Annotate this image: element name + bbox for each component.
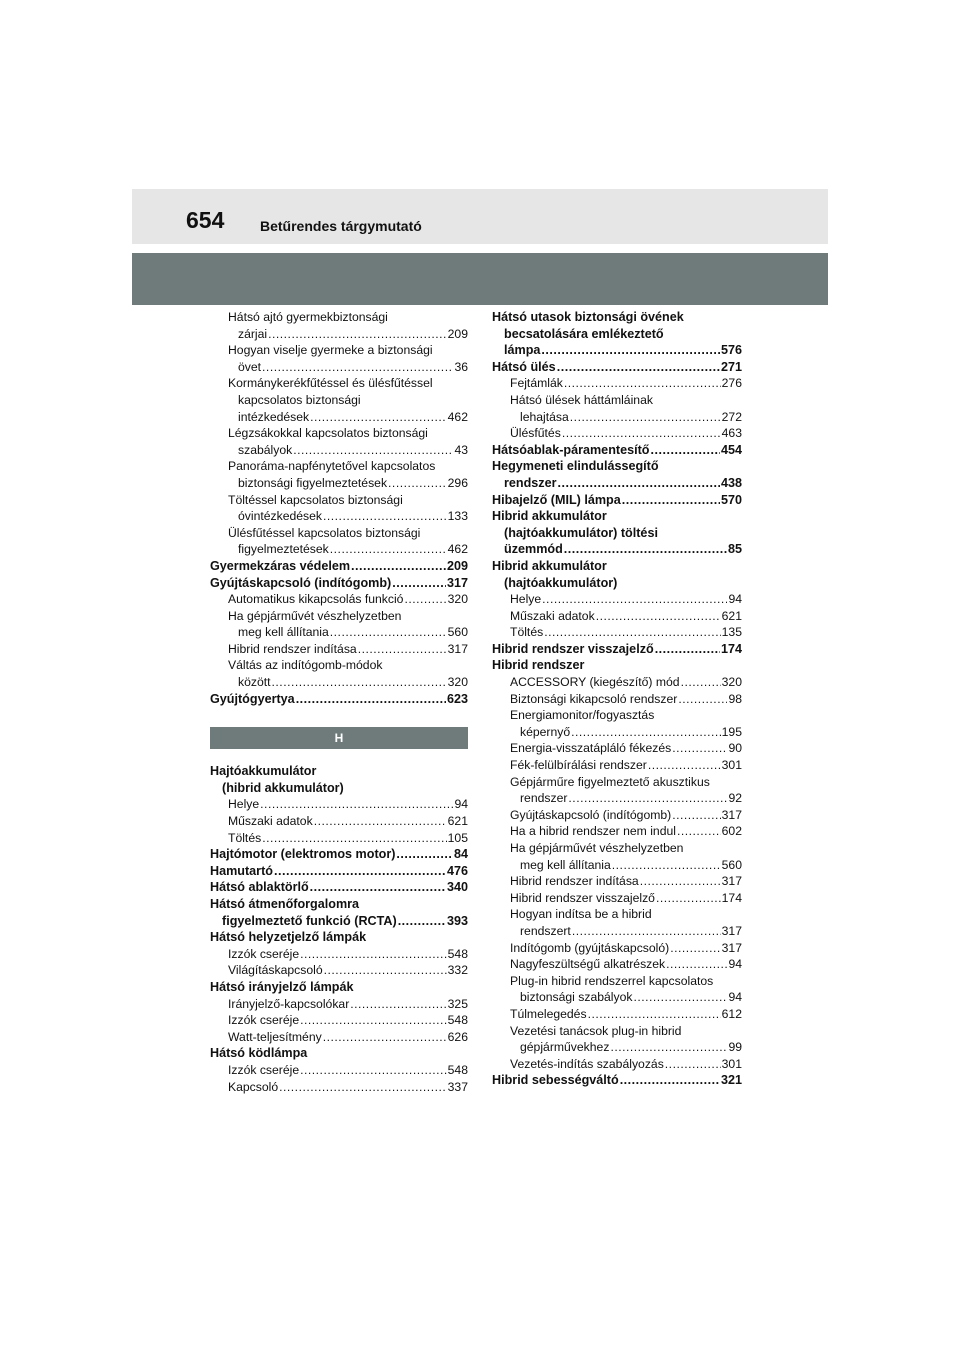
page-reference: 174 [720,641,742,656]
index-entry [210,575,468,592]
page-reference: 320 [447,675,468,690]
entry-text: biztonsági szabályok [520,990,633,1005]
entry-text: Hátsó ülések háttámláinak [510,392,653,407]
dot-leader [588,1006,721,1023]
page-reference: 454 [720,442,742,457]
page-reference: 43 [454,442,468,457]
dot-leader [564,541,727,558]
page-reference: 135 [721,625,742,640]
entry-text: Ha gépjárművét vészhelyzetben [510,841,684,855]
entry-text: Váltás az indítógomb-módok [228,658,383,673]
dot-leader [330,541,447,558]
entry-text: figyelmeztetések [238,542,329,557]
page-reference: 621 [721,608,742,623]
entry-text: Ülésfűtés [510,426,561,441]
entry-text: Vezetési tanácsok plug-in hibrid [510,1023,682,1038]
index-subentry [210,425,468,458]
index-subentry [210,591,468,608]
entry-text: Hibrid rendszer visszajelző [510,890,655,905]
entry-text: Hamutartó [210,863,273,878]
entry-text: (hajtóakkumulátor) [504,575,618,590]
dot-leader [596,608,721,625]
dot-leader [610,1039,727,1056]
index-subentry [210,375,468,425]
dot-leader [324,962,447,979]
entry-text: Hegymeneti elindulássegítő [492,459,659,474]
entry-text: Gépjárműre figyelmeztető akusztikus [510,774,710,789]
page-reference: 195 [721,724,742,739]
entry-text: Plug-in hibrid rendszerrel kapcsolatos [510,973,714,988]
index-entry [210,863,468,880]
dot-leader [678,691,727,708]
entry-text: Kapcsoló [228,1079,279,1094]
dot-leader [314,813,447,830]
dot-leader [330,624,447,641]
index-subentry [492,840,742,873]
entry-text: Hibrid rendszer [492,658,585,673]
entry-text: Fejtámlák [510,376,563,391]
entry-text: Hajtóakkumulátor [210,764,317,779]
index-subentry [492,425,742,442]
dot-leader [296,691,446,708]
entry-text: óvintézkedések [238,509,323,524]
entry-text: Műszaki adatok [228,814,313,829]
index-subentry [210,1012,468,1029]
entry-text: Hátsó helyzetjelző lámpák [210,930,367,945]
entry-text: intézkedések [238,409,310,424]
page-reference: 276 [721,376,742,391]
page-reference: 320 [447,592,468,607]
page-reference: 548 [447,1013,468,1028]
section-bar [132,253,828,305]
entry-text: Világításkapcsoló [228,963,323,978]
page-reference: 560 [721,857,742,872]
entry-text: (hajtóakkumulátor) töltési [504,525,658,540]
page-reference: 209 [446,558,468,573]
dot-leader [358,641,447,658]
dot-leader [542,591,727,608]
entry-text: Túlmelegedés [510,1006,587,1021]
entry-text: rendszer [520,791,568,806]
dot-leader [274,863,446,880]
entry-text: Légzsákokkal kapcsolatos biztonsági [228,426,428,441]
entry-text: Indítógomb (gyújtáskapcsoló) [510,940,670,955]
index-entry [210,1045,468,1062]
entry-text: övet [238,359,262,374]
page-reference: 85 [727,542,742,557]
index-subentry [210,1079,468,1096]
dot-leader [350,996,446,1013]
entry-text: Hátsó ablaktörlő [210,880,309,895]
dot-leader [633,989,727,1006]
index-entry [210,879,468,896]
dot-leader [272,674,447,691]
index-entry [210,896,468,929]
entry-text: becsatolására emlékeztető [504,326,664,341]
dot-leader [388,475,447,492]
index-entry [492,359,742,376]
entry-text: Gyújtáskapcsoló (indítógomb) [210,575,392,590]
dot-leader [622,492,720,509]
entry-text: Hajtómotor (elektromos motor) [210,847,396,862]
page-reference: 548 [447,1062,468,1077]
page-reference: 296 [447,475,468,490]
index-subentry [492,906,742,939]
entry-text: Hogyan viselje gyermeke a biztonsági [228,343,433,358]
index-entry [492,1072,742,1089]
index-subentry [492,691,742,708]
index-subentry [492,807,742,824]
index-subentry [492,1006,742,1023]
page-reference: 271 [720,359,742,374]
dot-leader [648,757,721,774]
entry-text: Hibrid rendszer visszajelző [492,641,654,656]
page-reference: 320 [721,675,742,690]
dot-leader [670,940,720,957]
page-reference: 548 [447,946,468,961]
entry-text: Hátsó ajtó gyermekbiztonsági [228,310,388,324]
index-column-right [492,309,742,1089]
index-subentry [210,525,468,558]
index-subentry [492,608,742,625]
dot-leader [640,873,721,890]
page-reference: 94 [728,957,742,972]
index-subentry [492,774,742,807]
entry-text: Hibrid akkumulátor [492,509,607,524]
index-subentry [210,309,468,342]
entry-text: Helye [510,592,542,607]
dot-leader [562,425,721,442]
entry-text: Hibajelző (MIL) lámpa [492,492,621,507]
index-subentry [492,956,742,973]
dot-leader [262,830,446,847]
entry-text: Töltés [510,625,544,640]
page-reference: 133 [447,509,468,524]
page-reference: 105 [447,830,468,845]
page-reference: 317 [446,575,468,590]
entry-text: Nagyfeszültségű alkatrészek [510,957,666,972]
page-reference: 174 [721,890,742,905]
index-entry [492,558,742,591]
dot-leader [398,913,446,930]
dot-leader [571,724,721,741]
entry-text: Hátsó ülés [492,359,556,374]
entry-text: Hibrid rendszer indítása [510,874,639,889]
index-entry [210,846,468,863]
dot-leader [665,1056,721,1073]
page-reference: 462 [447,409,468,424]
entry-text: Irányjelző-kapcsolókar [228,996,350,1011]
index-subentry [492,707,742,740]
index-entry [210,691,468,708]
page-reference: 623 [446,691,468,706]
index-subentry [492,823,742,840]
index-entry [210,558,468,575]
page-reference: 393 [446,913,468,928]
page-reference: 317 [721,923,742,938]
page-reference: 36 [454,359,468,374]
page-reference: 463 [721,426,742,441]
entry-text: között [238,675,271,690]
dot-leader [672,740,727,757]
entry-text: Vezetés-indítás szabályozás [510,1056,664,1071]
page-reference: 90 [728,741,742,756]
entry-text: Hátsó átmenőforgalomra [210,897,360,911]
index-entry [210,763,468,796]
dot-leader [568,790,727,807]
dot-leader [620,1072,720,1089]
entry-text: lehajtása [520,409,569,424]
header-band [132,189,828,244]
dot-leader [310,409,447,426]
index-subentry [492,757,742,774]
page-reference: 94 [454,797,468,812]
entry-text: Helye [228,797,260,812]
dot-leader [260,796,453,813]
entry-text: Ha gépjárművét vészhelyzetben [228,608,402,623]
index-subentry [492,973,742,1006]
index-subentry [492,392,742,425]
index-subentry [492,1023,742,1056]
dot-leader [570,409,721,426]
entry-text: Hibrid sebességváltó [492,1073,619,1088]
page-reference: 272 [721,409,742,424]
entry-text: szabályok [238,442,293,457]
letter-section-header: H [210,727,468,749]
dot-leader [572,923,721,940]
entry-text: figyelmeztető funkció (RCTA) [222,913,397,928]
entry-text: Energia-visszatápláló fékezés [510,741,672,756]
index-entry [492,458,742,491]
dot-leader [557,359,720,376]
entry-text: Töltés [228,830,262,845]
dot-leader [392,575,446,592]
index-subentry [210,962,468,979]
index-subentry [210,996,468,1013]
entry-text: ACCESSORY (kiegészítő) mód [510,675,680,690]
entry-text: Biztonsági kikapcsoló rendszer [510,691,678,706]
index-subentry [492,740,742,757]
entry-text: Töltéssel kapcsolatos biztonsági [228,492,403,507]
dot-leader [262,359,453,376]
index-subentry [210,813,468,830]
entry-text: kapcsolatos biztonsági [238,392,361,407]
index-subentry [210,1029,468,1046]
index-subentry [492,674,742,691]
entry-text: Kormánykerékfűtéssel és ülésfűtéssel [228,376,433,391]
index-subentry [492,375,742,392]
index-column-left [210,309,468,1095]
page-reference: 317 [721,807,742,822]
entry-text: Hátsó ködlámpa [210,1046,308,1061]
page-reference: 301 [721,1056,742,1071]
entry-text: rendszer [504,475,557,490]
index-entry [492,657,742,674]
index-subentry [492,890,742,907]
index-entry [492,492,742,509]
dot-leader [323,508,447,525]
page-reference: 602 [721,824,742,839]
dot-leader [404,591,446,608]
entry-text: Ülésfűtéssel kapcsolatos biztonsági [228,525,421,540]
page-reference: 560 [447,625,468,640]
index-subentry [210,342,468,375]
index-entry [492,508,742,558]
dot-leader [541,342,720,359]
page-reference: 621 [447,814,468,829]
entry-text: meg kell állítania [238,625,329,640]
page-reference: 94 [728,990,742,1005]
page-reference: 476 [446,863,468,878]
entry-text: Hibrid akkumulátor [492,558,607,573]
entry-text: Izzók cseréje [228,1013,300,1028]
dot-leader [396,846,453,863]
entry-text: Izzók cseréje [228,1062,300,1077]
page-reference: 317 [447,641,468,656]
entry-text: Panoráma-napfénytetővel kapcsolatos [228,459,436,474]
dot-leader [672,807,720,824]
dot-leader [681,674,721,691]
index-subentry [210,796,468,813]
dot-leader [351,558,446,575]
dot-leader [650,442,720,459]
index-subentry [210,492,468,525]
page-title: Betűrendes tárgymutató [260,218,422,234]
entry-text: meg kell állítania [520,857,611,872]
entry-text: zárjai [238,326,268,341]
index-subentry [492,940,742,957]
dot-leader [544,624,720,641]
index-entry [492,309,742,359]
page-reference: 301 [721,758,742,773]
page-reference: 576 [720,343,742,358]
dot-leader [677,823,721,840]
entry-text: Watt-teljesítmény [228,1029,322,1044]
entry-text: Gyermekzáras védelem [210,558,351,573]
entry-text: Műszaki adatok [510,608,595,623]
entry-text: Hátsóablak-páramentesítő [492,442,650,457]
index-subentry [210,946,468,963]
index-entry [492,641,742,658]
index-subentry [492,624,742,641]
index-subentry [210,830,468,847]
page-reference: 337 [447,1079,468,1094]
entry-text: Fék-felülbírálási rendszer [510,758,647,773]
entry-text: Automatikus kikapcsolás funkció [228,592,404,607]
entry-text: képernyő [520,724,571,739]
page-reference: 626 [447,1029,468,1044]
entry-text: Hátsó utasok biztonsági övének [492,310,684,324]
dot-leader [300,1012,447,1029]
entry-text: lámpa [504,343,541,358]
entry-text: Hibrid rendszer indítása [228,641,357,656]
index-subentry [210,608,468,641]
page-reference: 325 [447,996,468,1011]
dot-leader [323,1029,447,1046]
entry-text: Gyújtáskapcsoló (indítógomb) [510,807,672,822]
page-reference: 92 [728,791,742,806]
entry-text: üzemmód [504,542,563,557]
dot-leader [612,857,721,874]
index-subentry [210,641,468,658]
index-entry [492,442,742,459]
dot-leader [300,1062,447,1079]
index-subentry [210,1062,468,1079]
page-reference: 84 [453,847,468,862]
entry-text: Hátsó irányjelző lámpák [210,979,354,994]
dot-leader [300,946,447,963]
page-reference: 209 [447,326,468,341]
index-subentry [210,657,468,690]
entry-text: Ha a hibrid rendszer nem indul [510,824,676,839]
page-reference: 612 [721,1006,742,1021]
page-reference: 317 [721,874,742,889]
page-reference: 332 [447,963,468,978]
page-reference: 317 [721,940,742,955]
page-reference: 340 [446,880,468,895]
dot-leader [558,475,720,492]
dot-leader [279,1079,447,1096]
page-reference: 99 [728,1040,742,1055]
index-subentry [492,591,742,608]
entry-text: (hibrid akkumulátor) [222,780,344,795]
page-reference: 462 [447,542,468,557]
dot-leader [655,641,720,658]
entry-text: Hogyan indítsa be a hibrid [510,907,652,922]
dot-leader [656,890,721,907]
entry-text: rendszert [520,923,571,938]
entry-text: Energiamonitor/fogyasztás [510,708,655,723]
index-subentry [492,1056,742,1073]
dot-leader [268,326,447,343]
entry-text: Izzók cseréje [228,946,300,961]
dot-leader [310,879,446,896]
dot-leader [293,442,453,459]
page-reference: 570 [720,492,742,507]
page-reference: 438 [720,475,742,490]
entry-text: Gyújtógyertya [210,691,295,706]
page-reference: 98 [728,691,742,706]
index-subentry [492,873,742,890]
entry-text: biztonsági figyelmeztetések [238,475,388,490]
dot-leader [666,956,727,973]
page-reference: 321 [720,1073,742,1088]
index-entry [210,979,468,996]
dot-leader [564,375,721,392]
index-subentry [210,458,468,491]
index-entry [210,929,468,946]
page-reference: 94 [728,592,742,607]
page-number: 654 [186,207,225,233]
entry-text: gépjárművekhez [520,1040,610,1055]
